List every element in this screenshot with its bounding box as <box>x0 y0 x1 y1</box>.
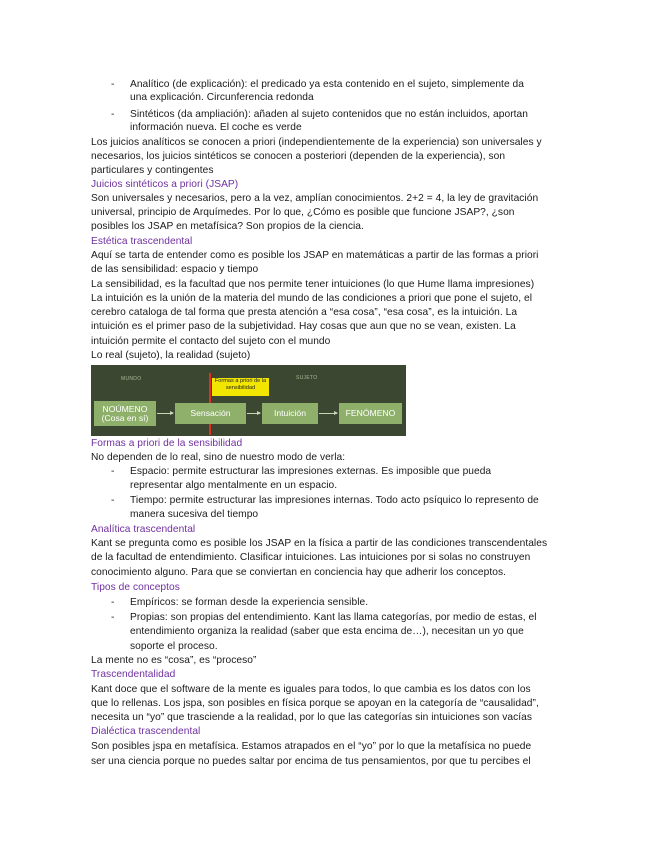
section-heading: Dialéctica trascendental <box>91 726 201 737</box>
list-bullet: - <box>111 466 115 477</box>
kant-diagram <box>91 365 406 436</box>
text-line: universal, principio de Arquímedes. Por lo que, ¿Cómo es posible que funcione JSAP?, ¿son <box>91 207 515 218</box>
text-line: conocimiento alguno. Para que se conviertan en conciencia hay que adherir los conceptos. <box>91 567 506 578</box>
text-line: de las sensibilidad: espacio y tiempo <box>91 264 259 275</box>
section-heading: Trascendentalidad <box>91 669 176 680</box>
list-bullet: - <box>111 597 115 608</box>
text-line: representar algo mentalmente en un espacio. <box>130 480 338 491</box>
diagram-arrow <box>157 413 173 414</box>
diagram-box-intuicion: Intuición <box>262 403 318 424</box>
diagram-box-fenomeno: FENÓMENO <box>339 403 402 424</box>
list-bullet: - <box>111 109 115 120</box>
text-line: de la facultad de entendimiento. Clasificar intuiciones. Las intuiciones por si solas no construyen <box>91 552 531 563</box>
text-line: que lo rellenas. Los jspa, son posibles en física porque se apoyan en la categoría de “causalidad”, <box>91 698 539 709</box>
text-line: una explicación. Circunferencia redonda <box>130 92 314 103</box>
text-line: Son posibles jspa en metafísica. Estamos atrapados en el “yo” por lo que la metafísica no puede <box>91 741 532 752</box>
diagram-label-sujeto: SUJETO <box>296 375 318 381</box>
text-line: información nueva. El coche es verde <box>130 122 302 133</box>
text-line: Aquí se tarta de entender como es posible los JSAP en matemáticas a partir de las formas a priori <box>91 250 539 261</box>
diagram-box-noumeno: NOÚMENO (Cosa en sí) <box>94 401 156 426</box>
diagram-arrow <box>319 413 337 414</box>
text-line: No dependen de lo real, sino de nuestro modo de verla: <box>91 452 346 463</box>
text-line: La sensibilidad, es la facultad que nos permite tener intuiciones (lo que Hume llama impresiones) <box>91 279 535 290</box>
text-line: manera sucesiva del tiempo <box>130 509 259 520</box>
text-line: Tiempo: permite estructurar las impresiones internas. Todo acto psíquico lo represento de <box>130 495 539 506</box>
list-bullet: - <box>111 79 115 90</box>
diagram-label-mundo: MUNDO <box>121 376 142 382</box>
text-line: necesarios, los juicios sintéticos se conocen a posteriori (dependen de la experiencia), son <box>91 151 506 162</box>
list-bullet: - <box>111 495 115 506</box>
text-line: intuición es el primer paso de la subjetividad. Hay cosas que aun que no se vean, existen. La <box>91 321 516 332</box>
text-line: posibles los JSAP en metafísica? Son propios de la ciencia. <box>91 221 364 232</box>
text-line: Lo real (sujeto), la realidad (sujeto) <box>91 350 251 361</box>
section-heading: Tipos de conceptos <box>91 582 180 593</box>
diagram-box-sensacion: Sensación <box>175 403 246 424</box>
text-line: Propias: son propias del entendimiento. Kant las llama categorías, por medio de estas, el <box>130 612 537 623</box>
text-line: ser una ciencia porque no puedes saltar por encima de tus pensamientos, por que tu percibes el <box>91 756 531 767</box>
text-line: Sintéticos (da ampliación): añaden al sujeto contenidos que no están incluidos, aportan <box>130 109 528 120</box>
text-line: Analítico (de explicación): el predicado ya esta contenido en el sujeto, simplemente da <box>130 79 524 90</box>
section-heading: Formas a priori de la sensibilidad <box>91 438 243 449</box>
list-bullet: - <box>111 612 115 623</box>
text-line: necesita un “yo” que trasciende a la realidad, por lo que las categorías sin intuiciones son vacías <box>91 712 533 723</box>
diagram-note: Formas a priori de la sensibilidad <box>212 378 269 396</box>
section-heading: Analítica trascendental <box>91 524 196 535</box>
text-line: La mente no es “cosa”, es “proceso” <box>91 655 257 666</box>
text-line: Empíricos: se forman desde la experiencia sensible. <box>130 597 369 608</box>
text-line: soporte el proceso. <box>130 641 218 652</box>
text-line: entendimiento organiza la realidad (saber que esta encima de…), necesitan un yo que <box>130 626 524 637</box>
text-line: La intuición es la unión de la materia del mundo de las condiciones a priori que pone el sujeto, el <box>91 293 533 304</box>
text-line: Kant doce que el software de la mente es iguales para todos, lo que cambia es los datos con los <box>91 684 531 695</box>
text-line: Kant se pregunta como es posible los JSAP en la física a partir de las condiciones transcendentales <box>91 538 548 549</box>
diagram-arrow <box>247 413 260 414</box>
text-line: intuición permite el contacto del sujeto con el mundo <box>91 336 331 347</box>
text-line: Espacio: permite estructurar las impresiones externas. Es imposible que pueda <box>130 466 492 477</box>
text-line: Son universales y necesarios, pero a la vez, amplían conocimientos. 2+2 = 4, la ley de gravitación <box>91 193 539 204</box>
text-line: particulares y contingentes <box>91 165 214 176</box>
text-line: cerebro cataloga de tal forma que presta atención a “esa cosa”, “esa cosa”, es la intuición. La <box>91 307 518 318</box>
section-heading: Estética trascendental <box>91 236 193 247</box>
text-line: Los juicios analíticos se conocen a priori (independientemente de la experiencia) son universales y <box>91 137 542 148</box>
section-heading: Juicios sintéticos a priori (JSAP) <box>91 179 239 190</box>
